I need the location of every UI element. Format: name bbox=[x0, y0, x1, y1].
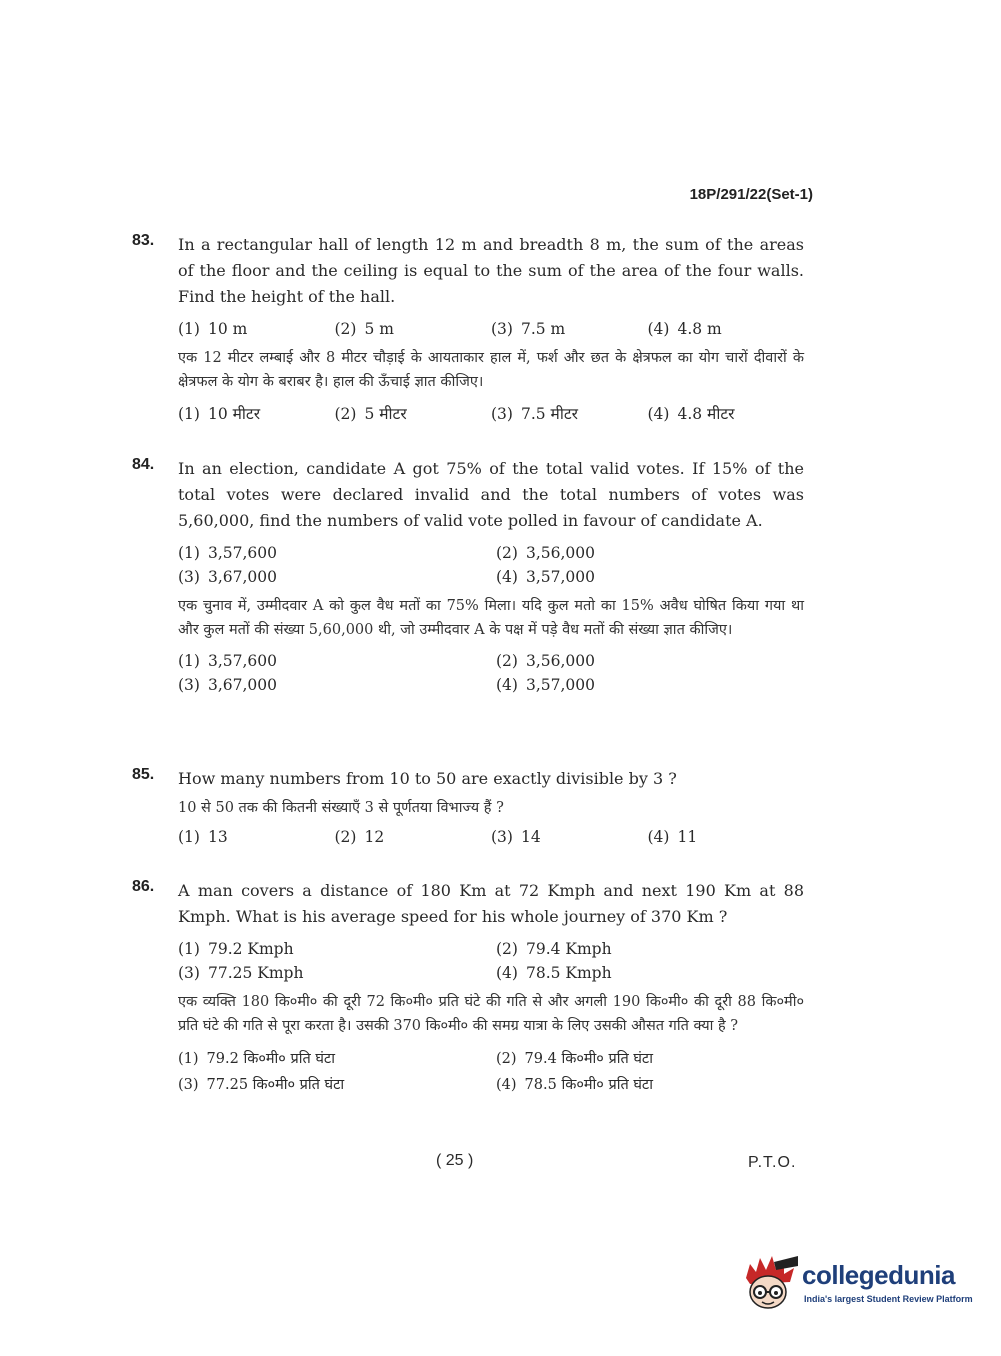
option-2[interactable]: (2) 12 bbox=[334, 828, 385, 846]
option-4-hi[interactable]: (4) 3,57,000 bbox=[496, 676, 595, 694]
options-hi bbox=[178, 402, 804, 424]
option-2[interactable]: (2) 3,56,000 bbox=[496, 544, 595, 562]
option-1[interactable]: (1) 10 m bbox=[178, 320, 248, 338]
option-4[interactable]: (4) 4.8 m bbox=[647, 320, 722, 338]
question-number: 86. bbox=[132, 878, 155, 895]
question-text-hi: 10 से 50 तक की कितनी संख्याएँ 3 से पूर्णतया विभाज्य हैं ? bbox=[178, 800, 504, 816]
option-1-hi[interactable]: (1) 10 मीटर bbox=[178, 405, 261, 423]
mascot-icon bbox=[740, 1252, 800, 1316]
question-text-en: A man covers a distance of 180 Km at 72 Kmph and next 190 Km at 88 Kmph. What is his average speed for his whole journey of 370 Km ? bbox=[178, 881, 804, 926]
question-text-hi: एक 12 मीटर लम्बाई और 8 मीटर चौड़ाई के आयताकार हाल में, फर्श और छत के क्षेत्रफल का योग चारों दीवारों के क्षेत्रफल के योग के बराबर है। हाल की ऊँचाई ज्ञात कीजिए। bbox=[178, 350, 804, 390]
question-84 bbox=[132, 456, 804, 694]
option-1[interactable]: (1) 3,57,600 bbox=[178, 544, 277, 562]
option-3-hi[interactable]: (3) 77.25 कि०मी० प्रति घंटा bbox=[178, 1077, 345, 1093]
brand-name: collegedunia bbox=[802, 1260, 955, 1290]
pto-label: P.T.O. bbox=[748, 1154, 797, 1171]
option-2-hi[interactable]: (2) 79.4 कि०मी० प्रति घंटा bbox=[496, 1051, 653, 1067]
option-1-hi[interactable]: (1) 79.2 कि०मी० प्रति घंटा bbox=[178, 1051, 335, 1067]
options bbox=[178, 828, 804, 846]
options-hi bbox=[178, 1048, 804, 1094]
option-1[interactable]: (1) 13 bbox=[178, 828, 228, 846]
option-3[interactable]: (3) 3,67,000 bbox=[178, 568, 277, 586]
options-en bbox=[178, 320, 804, 338]
question-text-en: In an election, candidate A got 75% of the total valid votes. If 15% of the total votes were declared invalid and the total numbers of votes was 5,60,000, find the numbers of valid vote polled in favour of candidate A. bbox=[178, 459, 804, 530]
option-4[interactable]: (4) 78.5 Kmph bbox=[496, 964, 612, 982]
question-number: 84. bbox=[132, 456, 155, 473]
question-83 bbox=[132, 232, 804, 424]
option-4[interactable]: (4) 3,57,000 bbox=[496, 568, 595, 586]
option-2[interactable]: (2) 5 m bbox=[334, 320, 394, 338]
option-3[interactable]: (3) 14 bbox=[491, 828, 541, 846]
question-text-en: In a rectangular hall of length 12 m and breadth 8 m, the sum of the areas of the floor and the ceiling is equal to the sum of the area of the four walls. Find the height of the hall. bbox=[178, 235, 804, 306]
question-number: 83. bbox=[132, 232, 155, 249]
options-en bbox=[178, 940, 804, 982]
option-3[interactable]: (3) 7.5 m bbox=[491, 320, 566, 338]
option-4[interactable]: (4) 11 bbox=[647, 828, 698, 846]
option-3-hi[interactable]: (3) 3,67,000 bbox=[178, 676, 277, 694]
options-hi bbox=[178, 652, 804, 694]
page-number: ( 25 ) bbox=[436, 1152, 474, 1169]
option-2[interactable]: (2) 79.4 Kmph bbox=[496, 940, 612, 958]
option-4-hi[interactable]: (4) 78.5 कि०मी० प्रति घंटा bbox=[496, 1077, 653, 1093]
collegedunia-logo[interactable] bbox=[740, 1252, 980, 1316]
option-4-hi[interactable]: (4) 4.8 मीटर bbox=[647, 405, 735, 423]
question-85 bbox=[132, 766, 804, 846]
question-number: 85. bbox=[132, 766, 155, 783]
question-text-hi: एक व्यक्ति 180 कि०मी० की दूरी 72 कि०मी० प्रति घंटे की गति से और अगली 190 कि०मी० की दूरी 88 कि०मी० प्रति घंटे की गति से पूरा करता है। उसकी 370 कि०मी० की समग्र यात्रा के लिए उसकी औसत गति क्या है ? bbox=[178, 994, 804, 1034]
option-3-hi[interactable]: (3) 7.5 मीटर bbox=[491, 405, 578, 423]
question-text-en: How many numbers from 10 to 50 are exactly divisible by 3 ? bbox=[178, 769, 677, 788]
option-3[interactable]: (3) 77.25 Kmph bbox=[178, 964, 304, 982]
paper-code: 18P/291/22(Set-1) bbox=[689, 186, 813, 203]
option-2-hi[interactable]: (2) 3,56,000 bbox=[496, 652, 595, 670]
option-1-hi[interactable]: (1) 3,57,600 bbox=[178, 652, 277, 670]
option-1[interactable]: (1) 79.2 Kmph bbox=[178, 940, 294, 958]
brand-tagline: India's largest Student Review Platform bbox=[804, 1294, 973, 1304]
options-en bbox=[178, 544, 804, 586]
question-86 bbox=[132, 878, 804, 1094]
option-2-hi[interactable]: (2) 5 मीटर bbox=[334, 405, 407, 423]
question-text-hi: एक चुनाव में, उम्मीदवार A को कुल वैध मतों का 75% मिला। यदि कुल मतो का 15% अवैध घोषित किया गया था और कुल मतों की संख्या 5,60,000 थी, जो उम्मीदवार A के पक्ष में पड़े वैध मतों की संख्या ज्ञात कीजिए। bbox=[178, 598, 804, 638]
